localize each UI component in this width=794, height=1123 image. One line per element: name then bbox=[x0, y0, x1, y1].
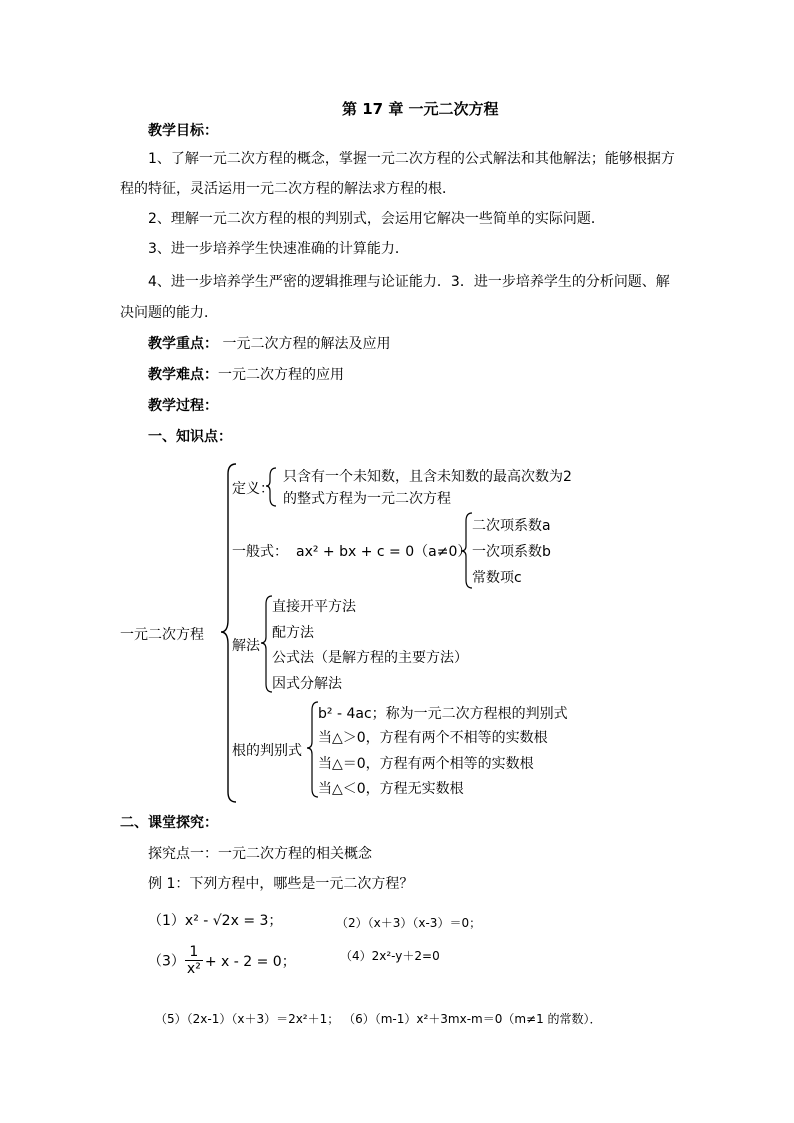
objective-3: 3、进一步培养学生快速准确的计算能力． bbox=[148, 241, 409, 257]
diagram-root: 一元二次方程 bbox=[120, 627, 204, 643]
equation-3-prefix: （3） bbox=[148, 953, 185, 970]
discriminant-label: 根的判别式 bbox=[232, 743, 302, 759]
objectives-heading: 教学目标： bbox=[148, 123, 218, 139]
equation-3 bbox=[148, 944, 296, 977]
equation-3-rest: + x - 2 = 0； bbox=[204, 953, 296, 970]
definition-line-2: 的整式方程为一元二次方程 bbox=[283, 491, 451, 507]
method-square-root: 直接开平方法 bbox=[272, 599, 356, 615]
process-heading: 教学过程： bbox=[148, 398, 218, 414]
discriminant-negative: 当△＜0，方程无实数根 bbox=[318, 781, 464, 797]
explore-heading: 二、课堂探究： bbox=[120, 815, 218, 831]
objective-1-line-1: 1、了解一元二次方程的概念，掌握一元二次方程的公式解法和其他解法；能够根据方 bbox=[148, 151, 675, 167]
page-title: 第 17 章 一元二次方程 bbox=[342, 100, 499, 118]
equation-3-numerator: 1 bbox=[185, 944, 203, 961]
method-factoring: 因式分解法 bbox=[272, 676, 342, 692]
general-form-formula: ax² + bx + c = 0（a≠0） bbox=[296, 544, 472, 560]
coef-quadratic: 二次项系数a bbox=[472, 518, 551, 534]
method-formula: 公式法（是解方程的主要方法） bbox=[272, 650, 468, 666]
definition-line-1: 只含有一个未知数，且含未知数的最高次数为2 bbox=[283, 469, 572, 485]
definition-label: 定义： bbox=[232, 481, 274, 497]
equation-3-fraction bbox=[185, 944, 203, 977]
example-1: 例 1：下列方程中，哪些是一元二次方程？ bbox=[148, 876, 414, 892]
difficulty-text: 一元二次方程的应用 bbox=[218, 367, 344, 383]
equation-2: （2）（x＋3）（x-3）＝0； bbox=[336, 916, 482, 930]
knowledge-heading: 一、知识点： bbox=[148, 429, 232, 445]
key-point-text: 一元二次方程的解法及应用 bbox=[222, 336, 391, 352]
general-form-label: 一般式： bbox=[232, 544, 288, 560]
coef-linear: 一次项系数b bbox=[472, 544, 551, 560]
key-point-label: 教学重点： bbox=[148, 336, 218, 352]
discriminant-def: b² - 4ac；称为一元二次方程根的判别式 bbox=[318, 706, 568, 722]
equation-1: （1）x² - √2x = 3； bbox=[148, 913, 283, 929]
explore-point: 探究点一：一元二次方程的相关概念 bbox=[148, 846, 372, 862]
method-completing-square: 配方法 bbox=[272, 625, 314, 641]
equation-3-denominator: x² bbox=[186, 961, 201, 977]
objective-2: 2、理解一元二次方程的根的判别式，会运用它解决一些简单的实际问题． bbox=[148, 211, 605, 227]
difficulty-label: 教学难点： bbox=[148, 367, 218, 383]
discriminant-positive: 当△＞0，方程有两个不相等的实数根 bbox=[318, 730, 548, 746]
solving-label: 解法 bbox=[232, 638, 260, 654]
discriminant-zero: 当△＝0，方程有两个相等的实数根 bbox=[318, 756, 534, 772]
coef-constant: 常数项c bbox=[472, 570, 522, 586]
equation-4: （4）2x²-y＋2=0 bbox=[340, 949, 440, 963]
objective-1-line-2: 程的特征，灵活运用一元二次方程的解法求方程的根． bbox=[120, 181, 456, 197]
objective-4-line-2: 决问题的能力． bbox=[120, 305, 218, 321]
objective-4-line-1: 4、进一步培养学生严密的逻辑推理与论证能力．3．进一步培养学生的分析问题、解 bbox=[148, 274, 670, 290]
equations-5-6: （5）（2x-1）（x＋3）＝2x²＋1； （6）（m-1）x²＋3mx-m＝0（m≠1 的常数）． bbox=[155, 1012, 602, 1026]
